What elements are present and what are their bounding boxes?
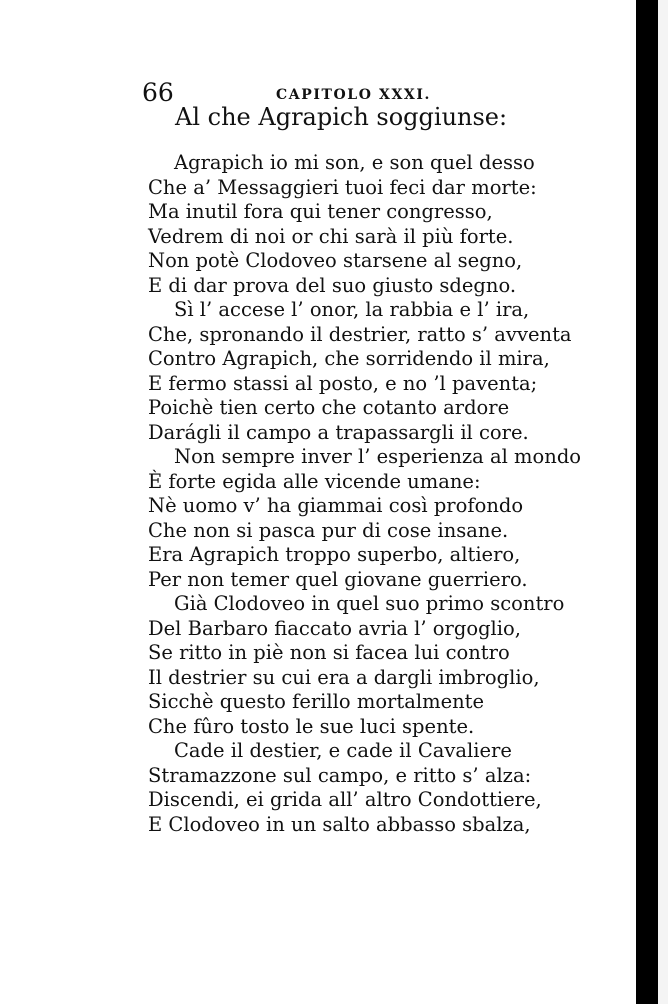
verse-line: Stramazzone sul campo, e ritto s’ alza: <box>148 763 532 787</box>
verse-line: Che fûro tosto le sue luci spente. <box>148 714 475 738</box>
verse-line: Sì l’ accese l’ onor, la rabbia e l’ ira, <box>174 298 530 321</box>
verse-line: Era Agrapich troppo superbo, altiero, <box>148 543 521 566</box>
page-edge <box>658 0 668 1004</box>
verse-line: È forte egida alle vicende umane: <box>148 469 481 493</box>
verse-line: Cade il destier, e cade il Cavaliere <box>174 739 512 762</box>
verse-line: Sicchè questo ferillo mortalmente <box>148 690 485 713</box>
verse-line: Ma inutil fora qui tener congresso, <box>148 200 493 223</box>
verse-line: Per non temer quel giovane guerriero. <box>148 567 528 591</box>
verse-line: Del Barbaro fiaccato avria l’ orgoglio, <box>148 616 521 640</box>
page-edge-shadow <box>636 0 658 1004</box>
verse-line: Discendi, ei grida all’ altro Condottiere, <box>148 788 542 811</box>
verse-block <box>148 151 588 837</box>
verse-line: Vedrem di noi or chi sarà il più forte. <box>148 224 514 248</box>
verse-line: Nè uomo v’ ha giammai così profondo <box>148 494 524 517</box>
verse-line: Non sempre inver l’ esperienza al mondo <box>174 445 582 468</box>
intro-line: Al che Agrapich soggiunse: <box>175 103 508 131</box>
verse-line: Che non si pasca pur di cose insane. <box>148 518 509 542</box>
verse-line: E di dar prova del suo giusto sdegno. <box>148 273 517 297</box>
verse-line: E Clodoveo in un salto abbasso sbalza, <box>148 812 531 836</box>
verse-line: Che a’ Messaggieri tuoi feci dar morte: <box>148 175 537 199</box>
verse-line: Agrapich io mi son, e son quel desso <box>174 151 535 174</box>
verse-line: Contro Agrapich, che sorridendo il mira, <box>148 347 550 370</box>
verse-line: Non potè Clodoveo starsene al segno, <box>148 249 523 272</box>
verse-line: Se ritto in piè non si facea lui contro <box>148 641 510 664</box>
page-number: 66 <box>142 78 174 107</box>
verse-line: Il destrier su cui era a dargli imbroglio, <box>148 665 540 689</box>
verse-line: Che, spronando il destrier, ratto s’ avventa <box>148 322 572 346</box>
verse-line: Già Clodoveo in quel suo primo scontro <box>174 592 565 615</box>
verse-line: E fermo stassi al posto, e no ’l paventa; <box>148 371 538 395</box>
verse-line: Poichè tien certo che cotanto ardore <box>148 396 510 419</box>
running-head: CAPITOLO XXXI. <box>276 87 432 103</box>
verse-line: Darágli il campo a trapassargli il core. <box>148 420 529 444</box>
